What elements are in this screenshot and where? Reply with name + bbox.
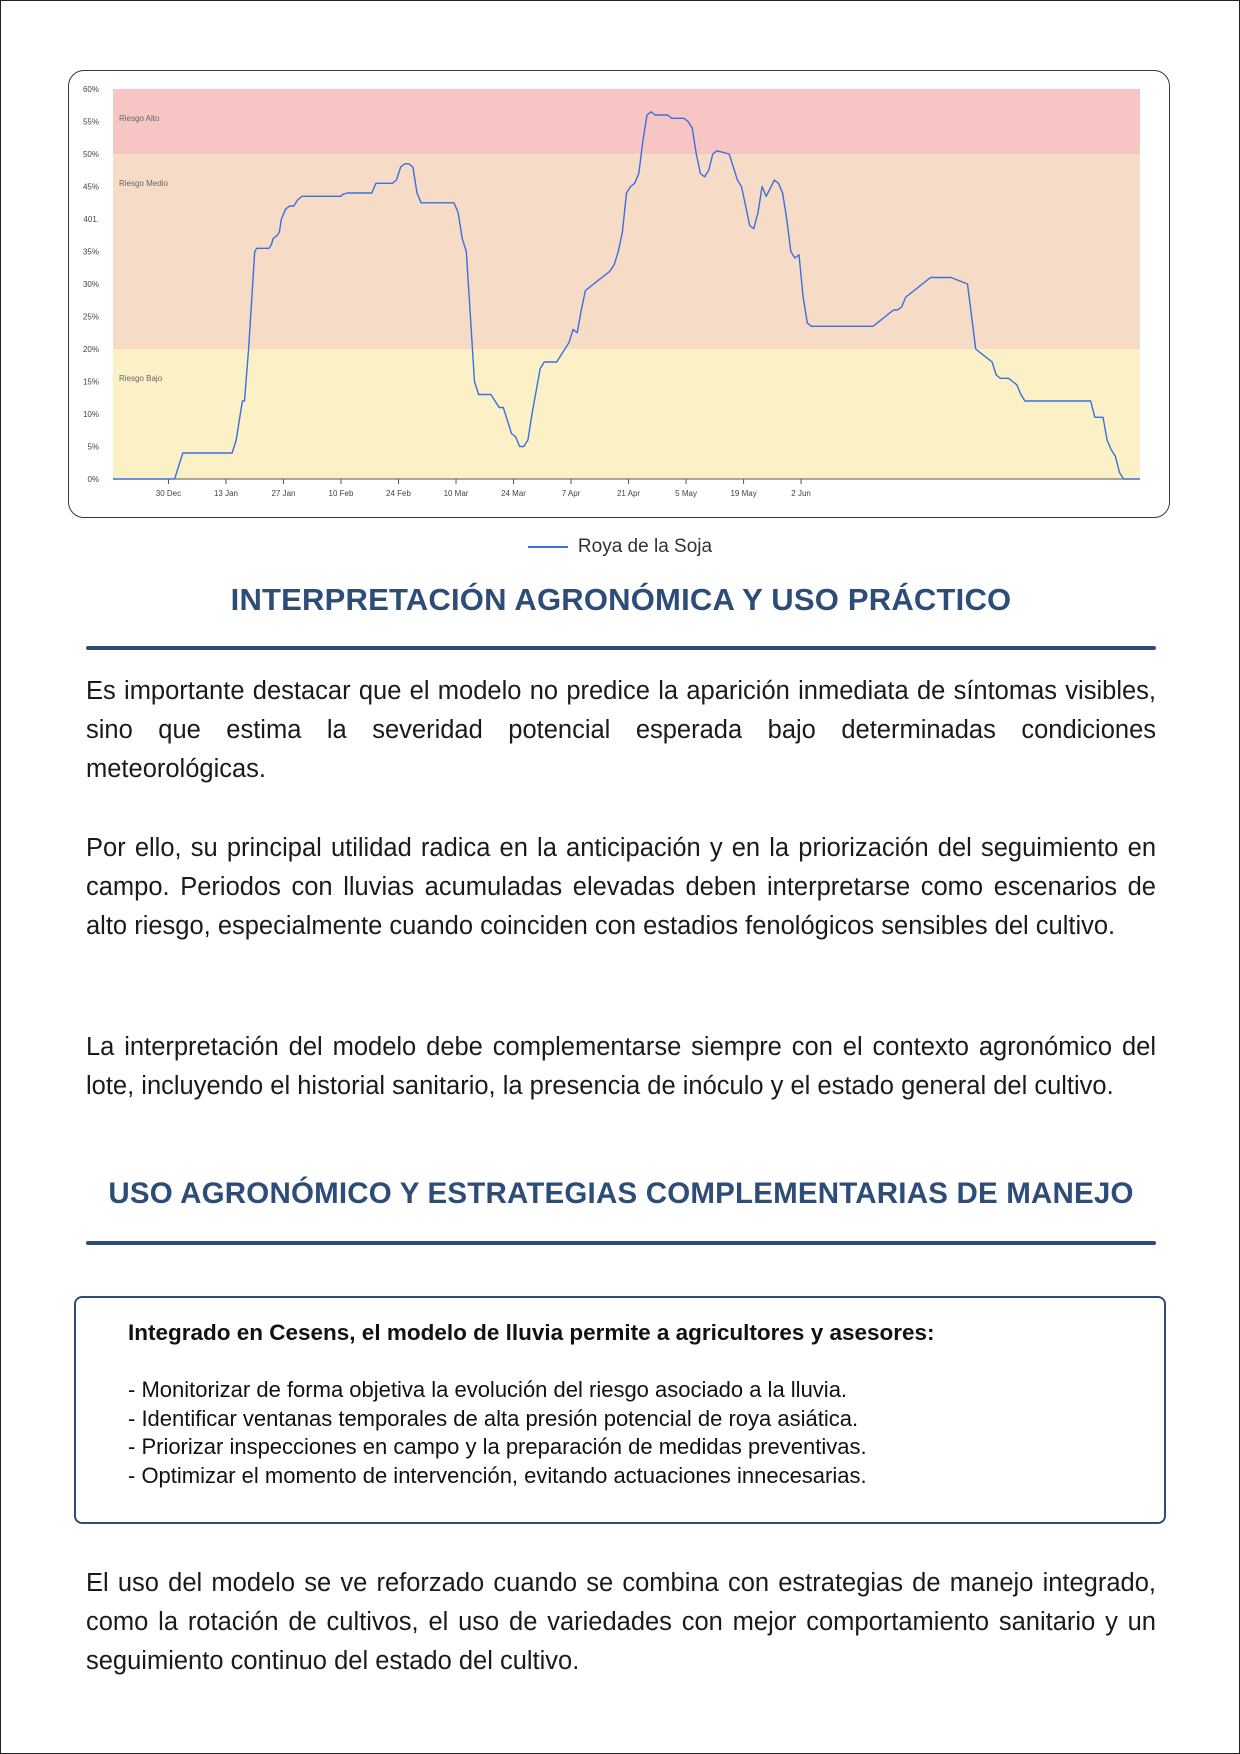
section-title-uso: USO AGRONÓMICO Y ESTRATEGIAS COMPLEMENTARIAS DE MANEJO: [108, 1177, 1134, 1210]
x-tick-label: 24 Mar: [501, 489, 526, 498]
section-divider: [86, 1241, 1156, 1245]
list-item: - Priorizar inspecciones en campo y la preparación de medidas preventivas.: [128, 1434, 867, 1459]
list-item: - Optimizar el momento de intervención, evitando actuaciones innecesarias.: [128, 1462, 867, 1488]
chart-card: [68, 70, 1170, 518]
legend-label: Roya de la Soja: [577, 536, 713, 557]
section-title-interpretacion: INTERPRETACIÓN AGRONÓMICA Y USO PRÁCTICO: [230, 582, 1012, 617]
y-tick-label: 25%: [82, 312, 99, 322]
closing-paragraph: El uso del modelo se ve reforzado cuando se combina con estrategias de manejo integrado, como la rotación de cultivos, el uso de variedades con mejor comportamiento sanitario y un seguimiento continuo del estado del cultivo.: [86, 1569, 1156, 1675]
legend-line-icon: [528, 546, 568, 548]
y-tick-label: 5%: [87, 442, 99, 452]
y-tick-label: 35%: [82, 247, 99, 257]
x-tick-label: 10 Feb: [328, 489, 354, 498]
list-item: - Identificar ventanas temporales de alta presión potencial de roya asiática.: [128, 1405, 859, 1431]
y-tick-label: 60%: [82, 85, 99, 94]
x-tick-label: 30 Dec: [155, 489, 182, 498]
x-tick-label: 21 Apr: [616, 489, 641, 498]
risk-band-label: Riesgo Alto: [119, 114, 160, 123]
y-tick-label: 15%: [82, 377, 99, 387]
paragraph-1: Es importante destacar que el modelo no predice la aparición inmediata de síntomas visibles, sino que estima la severidad potencial esperada bajo determinadas condiciones meteorológicas.: [86, 677, 1156, 783]
info-box-title: Integrado en Cesens, el modelo de lluvia permite a agricultores y asesores:: [128, 1320, 935, 1345]
risk-band-label: Riesgo Medio: [119, 179, 168, 188]
risk-band-2: [113, 89, 1140, 154]
y-tick-label: 20%: [82, 345, 99, 354]
x-tick-label: 13 Jan: [213, 489, 238, 498]
y-tick-label: 10%: [82, 410, 99, 419]
x-tick-label: 19 May: [730, 489, 757, 498]
x-tick-label: 7 Apr: [561, 489, 581, 498]
x-tick-label: 2 Jun: [791, 489, 811, 498]
paragraph-3: La interpretación del modelo debe complementarse siempre con el contexto agronómico del lote, incluyendo el historial sanitario, la presencia de inóculo y el estado general del cultivo.: [86, 1033, 1156, 1100]
section-divider: [86, 646, 1156, 650]
x-tick-label: 27 Jan: [271, 489, 296, 498]
y-tick-label: 30%: [82, 280, 99, 289]
x-tick-label: 10 Mar: [443, 489, 469, 498]
x-tick-label: 24 Feb: [386, 489, 411, 498]
y-tick-label: 0%: [87, 475, 99, 484]
y-tick-label: 401.: [83, 215, 99, 224]
info-box: [74, 1296, 1166, 1524]
x-tick-label: 5 May: [675, 489, 697, 498]
y-tick-label: 45%: [82, 182, 99, 192]
paragraph-2: Por ello, su principal utilidad radica en la anticipación y en la priorización del seguimiento en campo. Periodos con lluvias acumuladas elevadas deben interpretarse como escenarios de alto riesgo, especialmente cuando coinciden con estadios fenológicos sensibles del cultivo.: [86, 834, 1156, 940]
risk-band-1: [113, 154, 1140, 349]
y-tick-label: 50%: [82, 150, 99, 159]
risk-chart: [69, 71, 1171, 519]
y-tick-label: 55%: [82, 117, 99, 127]
risk-band-0: [113, 349, 1140, 479]
list-item: - Monitorizar de forma objetiva la evolución del riesgo asociado a la lluvia.: [128, 1377, 848, 1402]
chart-legend: [0, 534, 1240, 560]
info-list: [128, 1376, 867, 1490]
risk-band-label: Riesgo Bajo: [119, 374, 163, 383]
